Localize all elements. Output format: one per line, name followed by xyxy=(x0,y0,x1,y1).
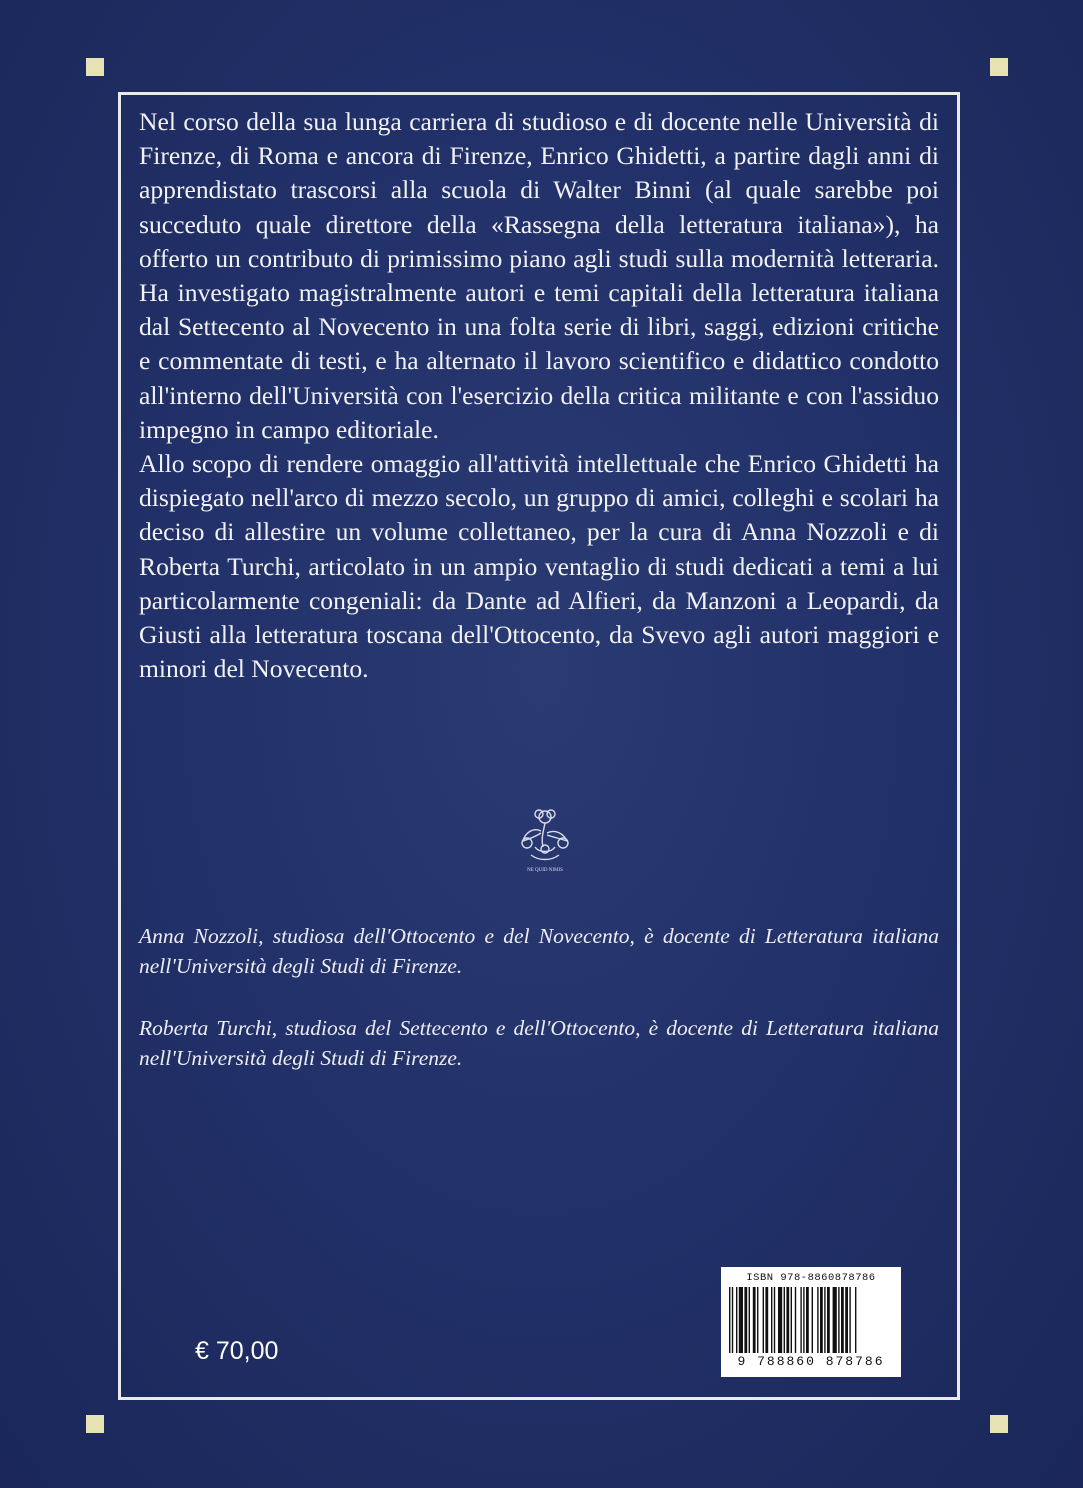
barcode-bar xyxy=(838,1287,839,1353)
corner-square-bottom-left xyxy=(86,1415,104,1433)
barcode-bar xyxy=(806,1287,809,1353)
blurb xyxy=(139,105,939,686)
isbn-label: ISBN 978-8860878786 xyxy=(746,1272,876,1284)
barcode-bar xyxy=(763,1287,764,1353)
barcode-bar xyxy=(774,1287,775,1353)
barcode-bars xyxy=(727,1287,895,1353)
ean-digits: 9 788860 878786 xyxy=(737,1354,885,1369)
barcode-bar xyxy=(784,1287,785,1353)
corner-square-top-left xyxy=(86,58,104,76)
barcode-bar xyxy=(736,1287,737,1353)
isbn-barcode xyxy=(721,1267,901,1377)
barcode-bar xyxy=(753,1287,756,1353)
barcode-bar xyxy=(841,1287,844,1353)
barcode-bar xyxy=(812,1287,813,1353)
barcode-bar xyxy=(849,1287,850,1353)
barcode-bar xyxy=(803,1287,804,1353)
barcode-bar xyxy=(765,1287,768,1353)
editor-bio-2: Roberta Turchi, studiosa del Settecento e dell'Ottocento, è docente di Letteratura italiana nell'Università degli Studi di Firenze. xyxy=(139,1016,939,1070)
barcode-bar xyxy=(817,1287,818,1353)
corner-square-bottom-right xyxy=(990,1415,1008,1433)
barcode-bar xyxy=(739,1287,743,1353)
barcode-bar xyxy=(778,1287,782,1353)
publisher-emblem-icon xyxy=(505,803,585,875)
barcode-bar xyxy=(820,1287,823,1353)
barcode-bar xyxy=(855,1287,856,1353)
corner-square-top-right xyxy=(990,58,1008,76)
barcode-bar xyxy=(757,1287,758,1353)
barcode-bar xyxy=(827,1287,830,1353)
barcode-bar xyxy=(732,1287,733,1353)
barcode-bar xyxy=(795,1287,796,1353)
price-label: € 70,00 xyxy=(195,1337,279,1365)
barcode-bar xyxy=(791,1287,792,1353)
barcode-bar xyxy=(729,1287,730,1353)
barcode-bar xyxy=(824,1287,825,1353)
barcode-bar xyxy=(800,1287,801,1353)
blurb-paragraph-2: Allo scopo di rendere omaggio all'attività intellettuale che Enrico Ghidetti ha dispiegato nell'arco di mezzo secolo, un gruppo di amici, colleghi e scolari ha deciso di allestire un volume collettaneo, per la cura di Anna Nozzoli e di Roberta Turchi, articolato in un ampio ventaglio di studi dedicati a temi a lui particolarmente congeniali: da Dante ad Alfieri, da Manzoni a Leopardi, da Giusti alla letteratura toscana dell'Ottocento, da Svevo agli autori maggiori e minori del Novecento. xyxy=(139,449,939,684)
text-frame xyxy=(118,92,960,1400)
barcode-bar xyxy=(771,1287,772,1353)
barcode-bar xyxy=(744,1287,747,1353)
barcode-bar xyxy=(749,1287,750,1353)
barcode-bar xyxy=(845,1287,848,1353)
barcode-bar xyxy=(833,1287,837,1353)
barcode-bar xyxy=(786,1287,789,1353)
blurb-paragraph-1: Nel corso della sua lunga carriera di studioso e di docente nelle Università di Firenze, di Roma e ancora di Firenze, Enrico Ghidetti, a partire dagli anni di apprendistato trascorsi alla scuola di Walter Binni (al quale sarebbe poi succeduto quale direttore della «Rassegna della letteratura italiana»), ha offerto un contributo di primissimo piano agli studi sulla modernità letteraria. Ha investigato magistralmente autori e temi capitali della letteratura italiana dal Settecento al Novecento in una folta serie di libri, saggi, edizioni critiche e commentate di testi, e ha alternato il lavoro scientifico e didattico condotto all'interno dell'Università con l'esercizio della critica militante e con l'assiduo impegno in campo editoriale. xyxy=(139,107,939,444)
editor-bio-1: Anna Nozzoli, studiosa dell'Ottocento e del Novecento, è docente di Letteratura italiana nell'Università degli Studi di Firenze. xyxy=(139,924,939,978)
emblem-motto: NE QUID NIMIS xyxy=(527,868,563,873)
